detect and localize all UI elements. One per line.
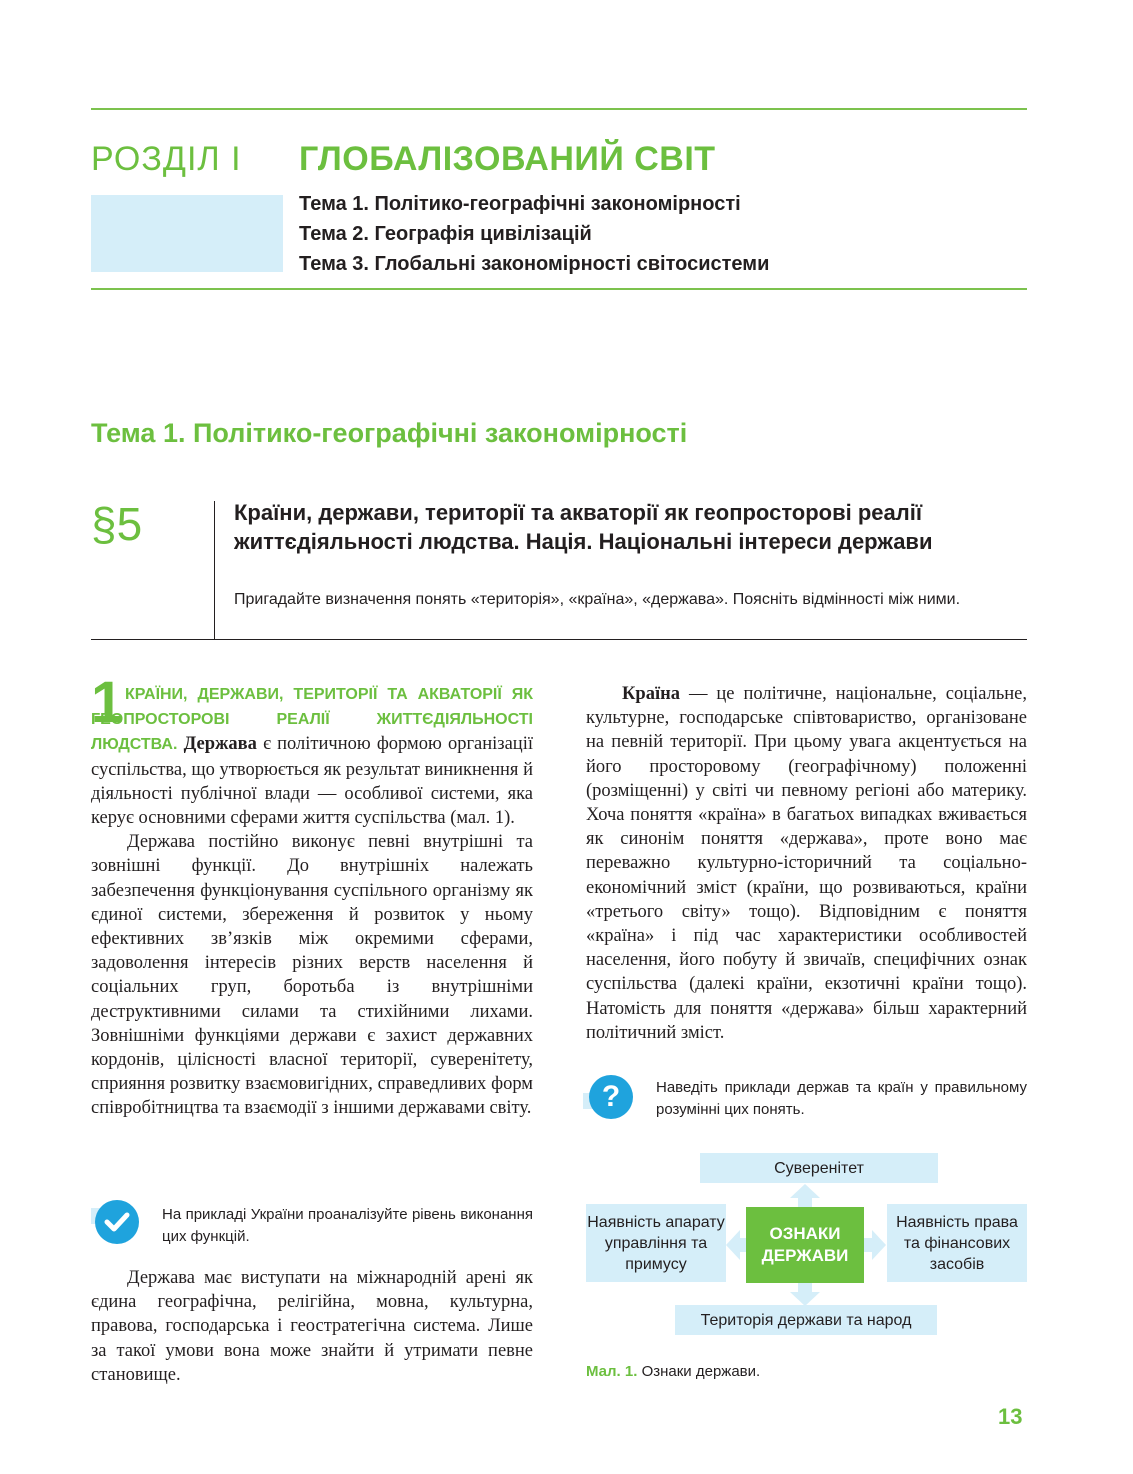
diagram-right-box: Наявність права та фінансових засобів <box>887 1204 1027 1282</box>
right-column <box>586 682 1027 1045</box>
left-paragraph-3-block <box>91 1266 533 1387</box>
caption-label: Мал. 1. <box>586 1363 638 1380</box>
page-number: 13 <box>998 1404 1023 1429</box>
arrow-down <box>790 1283 820 1306</box>
subsection-heading: КРАЇНИ, ДЕРЖАВИ, ТЕРИТОРІЇ ТА АКВАТОРІЇ ЯК ГЕОПРОСТОРОВІ РЕАЛІЇ ЖИТТЄДІЯЛЬНОСТІ ЛЮДСТВА. <box>91 686 533 754</box>
left-paragraph-2: Держава постійно виконує певні внутрішні та зовнішні функції. До внутрішніх належать забезпечення функціонування суспільного організму як єдиної системи, збереження й розвиток у ньому ефективних зв’язків між окремими сферами, задоволення інтересів різних верств населення й соціальних груп, боротьба із внутрішніми деструктивними силами та стихійними лихами. Зовнішніми функціями держави є захист державних кордонів, цілісності власної території, суверенітету, сприяння розвитку взаємовигідних, справедливих форм співробітництва та взаємодії з іншими державами світу. <box>91 832 533 1119</box>
header-decor-box <box>91 195 283 272</box>
check-note: На прикладі України проаналізуйте рівень виконання цих функцій. <box>162 1206 533 1245</box>
term-kraina: Країна <box>622 684 681 704</box>
definition-kraina: — це політичне, національне, соціальне, культурне, господарське співтовариство, організоване на певній території. При цьому увага акцентується на його просторовому (географічному) положенні (розміщенні) у світі чи певному регіоні або материку. Хоча поняття «країна» в багатьох випадках вживається як синонім поняття «держава», проте воно має переважно культурно-історичний та соціально-економічний зміст (країни, що розвиваються, країни «третього світу» тощо). Відповідним є поняття «країна» і під час характеристики особливостей населення, його побуту й звичаїв, специфічних ознак суспільства (далекі країни, екзотичні країни тощо). Натомість для поняття «держава» більш характерний політичний зміст. <box>586 684 1028 1043</box>
section-label: РОЗДІЛ І <box>91 140 242 178</box>
topic-heading: Тема 1. Політико-географічні закономірності <box>91 418 688 448</box>
arrow-up <box>790 1184 820 1208</box>
left-paragraph-3: Держава має виступати на міжнародній арені як єдина географічна, релігійна, мовна, культурна, правова, господарська і геостратегічна система. Лише за такої умови вона може знайти й утримати певне становище. <box>91 1268 533 1385</box>
topic-line-1: Тема 1. Політико-географічні закономірності <box>299 193 741 215</box>
recall-prompt: Пригадайте визначення понять «територія», «країна», «держава». Поясніть відмінності між ними. <box>234 591 961 608</box>
topic-line-2: Тема 2. Географія цивілізацій <box>299 223 592 245</box>
definition-derzhava: є політичною формою організації суспільства, що утворюється як результат виникнення й діяльності публічної влади — особливої системи, яка керує основними сферами життя суспільства (мал. 1). <box>91 734 533 829</box>
topic-line-3: Тема 3. Глобальні закономірності світосистеми <box>299 253 770 275</box>
figure-caption <box>586 1363 760 1380</box>
subsection-number: 1 <box>91 670 124 735</box>
header-top-rule <box>91 108 1027 110</box>
diagram-left-box: Наявність апарату управління та примусу <box>586 1204 726 1282</box>
section-title: ГЛОБАЛІЗОВАНИЙ СВІТ <box>299 140 716 178</box>
arrow-right <box>864 1230 886 1260</box>
question-note: Наведіть приклади держав та країн у правильному розумінні цих понять. <box>656 1079 1027 1118</box>
left-paragraph-1 <box>91 682 533 830</box>
term-derzhava: Держава <box>183 734 257 755</box>
paragraph-divider <box>214 501 215 640</box>
right-paragraph-1 <box>586 682 1027 1045</box>
diagram-top-box: Суверенітет <box>700 1153 938 1183</box>
header-bottom-rule <box>91 288 1027 290</box>
question-icon: ? <box>589 1075 633 1119</box>
paragraph-title: Країни, держави, території та акваторії як геопросторові реалії життєдіяльності людства. Нація. Національні інтереси держави <box>234 500 933 554</box>
paragraph-number: §5 <box>91 498 143 550</box>
paragraph-bottom-rule <box>91 639 1027 640</box>
arrow-left <box>726 1230 746 1260</box>
check-icon <box>95 1200 139 1244</box>
diagram-center-box: ОЗНАКИ ДЕРЖАВИ <box>746 1207 864 1283</box>
diagram-bottom-box: Територія держави та народ <box>675 1305 937 1335</box>
left-column <box>91 682 533 1121</box>
caption-text: Ознаки держави. <box>641 1363 761 1380</box>
